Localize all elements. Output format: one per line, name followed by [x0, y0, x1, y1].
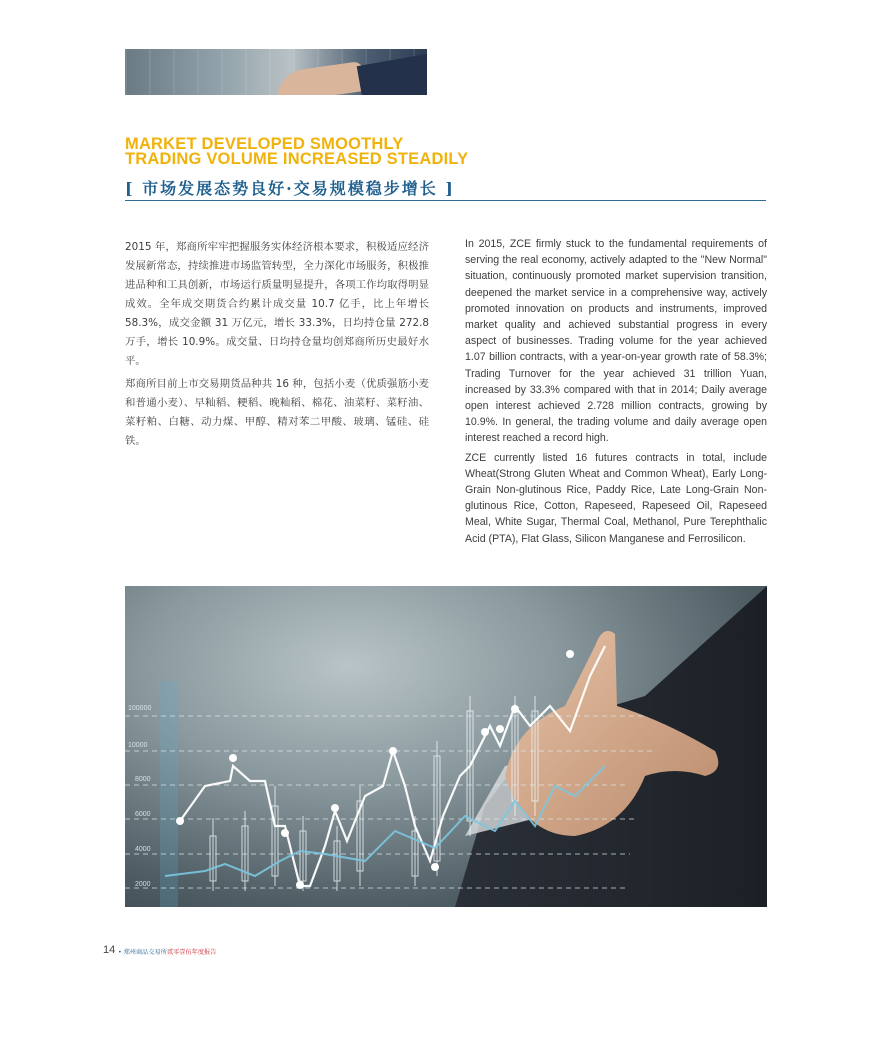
chinese-paragraph-1: 2015 年，郑商所牢牢把握服务实体经济根本要求，积极适应经济发展新常态，持续推进市场监管转型，全力深化市场服务，积极推进品种和工具创新，市场运行质量明显提升，各项工作均取得明显成效。全年成交期货合约累计成交量 10.7 亿手，比上年增长 58.3%，成交金额 31 万亿元，增长 33.3%，日均持仓量 272.8 万手，增长 10.9%。成交量、日均持仓量均创郑商所历史最好水平。 — [125, 241, 429, 367]
tick-label: 6000 — [135, 811, 151, 818]
photo-illustration — [125, 586, 767, 907]
tick-label: 100000 — [128, 705, 152, 712]
chinese-paragraph-2: 郑商所目前上市交易期货品种共 16 种，包括小麦（优质强筋小麦和普通小麦）、早籼稻、粳稻、晚籼稻、棉花、油菜籽、菜籽油、菜籽粕、白糖、动力煤、甲醇、精对苯二甲酸、玻璃、锰硅、硅铁。 — [125, 378, 429, 447]
tick-label: 2000 — [135, 881, 151, 888]
page-number: 14 — [103, 944, 116, 956]
tick-labels — [128, 705, 151, 888]
section-heading — [125, 137, 685, 167]
heading-line-1: MARKET DEVELOPED SMOOTHLY — [125, 135, 404, 153]
tick-label: 8000 — [135, 776, 151, 783]
tick-label: 4000 — [135, 846, 151, 853]
footer-report: 贰零壹伍年度报告 — [166, 949, 217, 956]
english-column — [465, 236, 767, 550]
english-paragraph-2: ZCE currently listed 16 futures contracts in total, include Wheat(Strong Gluten Wheat and Common Wheat), Early Long-Grain Non-glutinous Rice, Paddy Rice, Late Long-Grain Non-glutinous Rice, Cotton, Rapeseed, Rapeseed Oil, Rapeseed Meal, White Sugar, Thermal Coal, Methanol, Pure Terephthalic Acid (PTA), Flat Glass, Silicon Manganese and Ferrosilicon. — [465, 451, 767, 545]
chinese-column — [125, 238, 429, 455]
footer-org: • 郑州商品交易所 — [118, 949, 167, 956]
english-paragraph-1: In 2015, ZCE firmly stuck to the fundamental requirements of serving the real economy, actively adapted to the "New Normal" situation, continuously promoted market supervision transition, deepened the market service in a comprehensive way, actively promoted innovation on products and instruments, improved market quality and achieved substantial progress in every aspect of businesses. Trading volume for the year achieved 1.07 billion contracts, with a year-on-year growth rate of 58.3%; Trading Turnover for the year achieved 31 trillion Yuan, increased by 33.3% compared with that in 2014; Daily average open interest achieved 2.728 million contracts, growing by 10.9%. In general, the trading volume and daily average open interest reached a record high. — [465, 238, 767, 445]
heading-chinese: [ 市场发展态势良好·交易规模稳步增长 ] — [125, 179, 455, 198]
footer-label — [118, 947, 216, 956]
market-chart-photo — [125, 586, 767, 907]
header-photo — [125, 49, 427, 95]
heading-divider — [125, 200, 766, 201]
chart-left-bar — [160, 681, 178, 907]
heading-line-2: TRADING VOLUME INCREASED STEADILY — [125, 150, 469, 168]
tick-label: 10000 — [128, 742, 148, 749]
